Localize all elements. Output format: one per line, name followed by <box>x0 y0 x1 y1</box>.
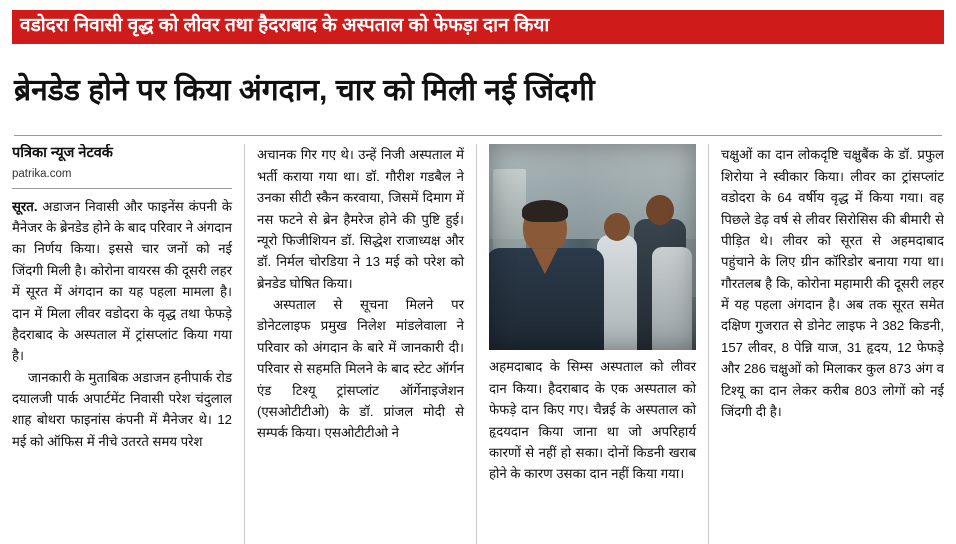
paragraph: जानकारी के मुताबिक अडाजन हनीपार्क रोड दयालजी पार्क अपार्टमेंट निवासी परेश चंदुलाल शाह बोथरा फाइनांस कंपनी में मैनेजर थे। 12 मई को ऑफिस में नीचे उतरते समय परेश <box>12 369 232 449</box>
paragraph: अहमदाबाद के सिम्स अस्पताल को लीवर दान किया। हैदराबाद के एक अस्पताल को फेफड़े दान किए गए। चैन्नई के अस्पताल को हृदयदान किया जाना था जो अपरिहार्य कारणों से नहीं हो सका। दोनों किडनी खराब होने के कारण उसका दान नहीं किया गया। <box>489 359 696 482</box>
headline-divider <box>14 135 942 136</box>
paragraph <box>12 196 232 367</box>
page-title: ब्रेनडेड होने पर किया अंगदान, चार को मिली नई जिंदगी <box>14 73 595 107</box>
paragraph: अस्पताल से सूचना मिलने पर डोनेटलाइफ प्रमुख निलेश मांडलेवाला ने परिवार को अंगदान के बारे में जानकारी दी। परिवार से सहमति मिलने के बाद स्टेट ऑर्गन एंड टिश्यू ट्रांसप्लांट ऑर्गेनाइजेशन (एसओटीटीओ) के डॉ. प्रांजल मोदी से सम्पर्क किया। एसओटीटीओ ने <box>257 297 464 441</box>
byline-divider <box>12 188 232 189</box>
byline-site: patrika.com <box>12 168 72 180</box>
article-columns <box>12 144 944 544</box>
dateline: सूरत. <box>12 198 38 214</box>
article-column-4 <box>708 144 944 544</box>
article-column-3 <box>476 144 708 544</box>
photo-vignette <box>489 144 696 350</box>
paragraph: चक्षुओं का दान लोकदृष्टि चक्षुबैंक के डॉ. प्रफुल शिरोया ने स्वीकार किया। लीवर का ट्रांसप्लांट वडोदरा के 64 वर्षीय वृद्ध में किया गया। वह पिछले डेढ़ वर्ष से लीवर सिरोसिस की बीमारी से पीड़ित थे। लीवर को सूरत से अहमदाबाद पहुंचाने के लिए ग्रीन कॉरिडोर बनाया गया था। गौरतलब है कि, कोरोना महामारी की दूसरी लहर में यह पहला अंगदान है। अब तक सूरत समेत दक्षिण गुजरात से डोनेट लाइफ ने 382 किडनी, 157 लीवर, 8 पेन्नि याज, 31 हृदय, 12 फेफड़े और 286 चक्षुओं को मिलाकर कुल 873 अंग व टिश्यू का दान लेकर करीब 803 लोगों को नई जिंदगी दी है। <box>721 147 944 419</box>
byline-author: पत्रिका न्यूज नेटवर्क <box>12 145 113 162</box>
article-column-2 <box>244 144 476 544</box>
photo-image <box>489 144 696 350</box>
article-column-1 <box>12 144 244 544</box>
paragraph-text: अडाजन निवासी और फाइनेंस कंपनी के मैनेजर के ब्रेनडेड होने के बाद परिवार ने अंगदान का निर्णय किया। इससे चार जनों को नई जिंदगी मिली है। कोरोना वायरस की दूसरी लहर में सूरत में अंगदान का यह पहला मामला है। दान में मिला लीवर वडोदरा के वृद्ध तथा फेफड़े हैदराबाद के अस्पताल में ट्रांसप्लांट किया गया है। <box>12 198 232 364</box>
article-photo <box>489 144 696 350</box>
paragraph: अचानक गिर गए थे। उन्हें निजी अस्पताल में भर्ती कराया गया था। डॉ. गौरीश गडबैल ने उनका सीटी स्कैन करवाया, जिसमें दिमाग में नस फटने से ब्रेन हैमरेज होने की पुष्टि हुई। न्यूरो फिजीशियन डॉ. सिद्धेश राजाध्यक्ष और डॉ. निर्मल चोरडिया ने 13 मई को परेश को ब्रेनडेड घोषित किया। <box>257 147 464 291</box>
kicker-banner: वडोदरा निवासी वृद्ध को लीवर तथा हैदराबाद के अस्पताल को फेफड़ा दान किया <box>12 10 944 44</box>
